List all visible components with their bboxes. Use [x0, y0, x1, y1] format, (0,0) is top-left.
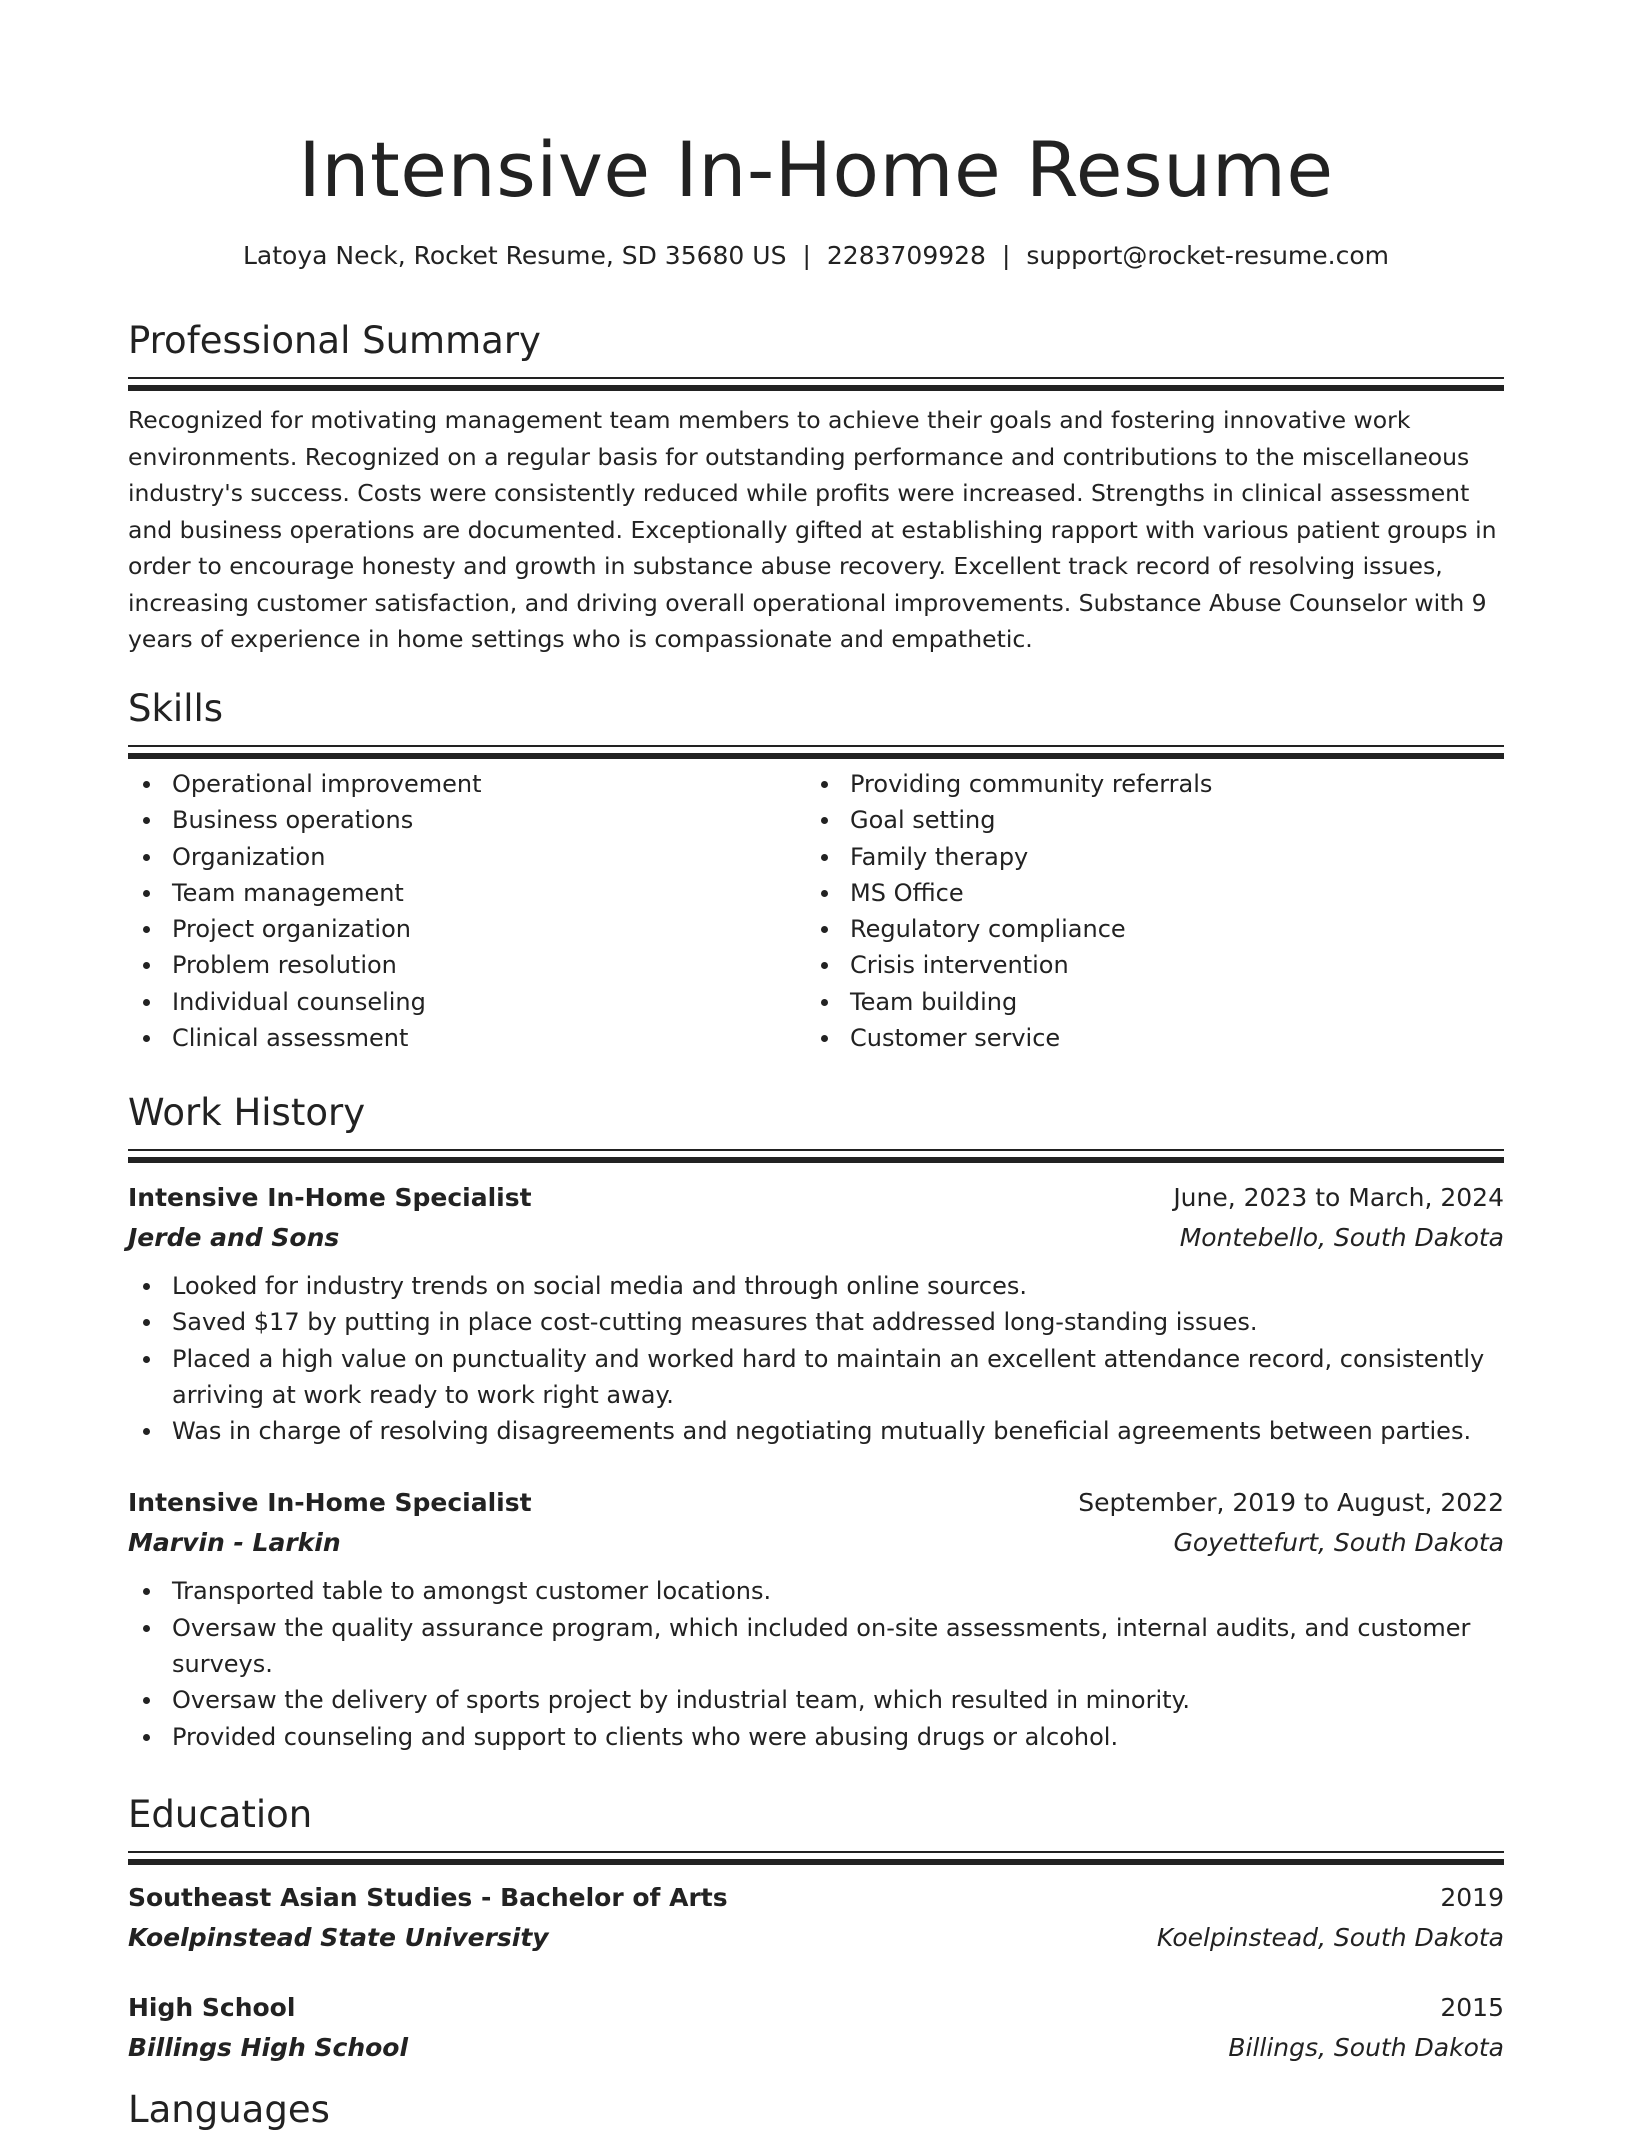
job-company: Jerde and Sons: [128, 1223, 340, 1252]
job-location: Goyettefurt, South Dakota: [1173, 1528, 1504, 1558]
contact-separator: |: [802, 241, 811, 270]
education-year: 2015: [1440, 1993, 1504, 2022]
contact-separator: |: [1001, 241, 1011, 270]
job-dates: September, 2019 to August, 2022: [1078, 1488, 1504, 1518]
summary-heading: Professional Summary: [128, 319, 541, 362]
job-bullet: Placed a high value on punctuality and worked hard to maintain an excellent attendance record, consistently arriving at work ready to work right away.: [128, 1341, 1504, 1414]
skill-item: MS Office: [806, 875, 1484, 911]
section-divider: [128, 1149, 1504, 1164]
skill-item: Project organization: [128, 911, 806, 947]
job-bullet: Oversaw the quality assurance program, which included on-site assessments, internal audits, and customer surveys.: [128, 1610, 1504, 1683]
education-location: Billings, South Dakota: [1228, 2033, 1504, 2062]
job-bullet: Saved $17 by putting in place cost-cutting measures that addressed long-standing issues.: [128, 1304, 1504, 1340]
job-entry: [128, 1178, 1504, 1449]
job-title: Intensive In-Home Specialist: [128, 1488, 532, 1518]
job-dates: June, 2023 to March, 2024: [1173, 1183, 1504, 1212]
skills-columns: [128, 766, 1504, 1056]
job-bullets: [128, 1573, 1504, 1754]
education-degree: Southeast Asian Studies - Bachelor of Arts: [128, 1883, 728, 1912]
summary-text: Recognized for motivating management team members to achieve their goals and fostering innovative work environments. Recognized on a regular basis for outstanding performance and contributions to the miscellaneous industry's success. Costs were consistently reduced while profits were increased. Strengths in clinical assessment and business operations are documented. Exceptionally gifted at establishing rapport with various patient groups in order to encourage honesty and growth in substance abuse recovery. Excellent track record of resolving issues, increasing customer satisfaction, and driving overall operational improvements. Substance Abuse Counselor with 9 years of experience in home settings who is compassionate and empathetic.: [128, 406, 1497, 653]
job-bullet: Was in charge of resolving disagreements and negotiating mutually beneficial agreements between parties.: [128, 1413, 1504, 1449]
job-bullets: [128, 1268, 1504, 1449]
education-entry: [128, 1988, 1504, 2068]
job-header: [128, 1483, 1504, 1523]
skill-item: Organization: [128, 839, 806, 875]
job-subheader: [128, 1218, 1504, 1258]
education-header: [128, 1878, 1504, 1918]
skills-right-list: [806, 766, 1484, 1056]
section-divider: [128, 1851, 1504, 1866]
contact-line: [128, 238, 1504, 274]
work-history-section: [128, 1089, 1504, 1755]
education-degree: High School: [128, 1993, 296, 2022]
job-bullet: Provided counseling and support to clients who were abusing drugs or alcohol.: [128, 1719, 1504, 1755]
languages-heading: Languages: [128, 2088, 330, 2131]
job-entry: [128, 1483, 1504, 1754]
skill-item: Regulatory compliance: [806, 911, 1484, 947]
education-school: Koelpinstead State University: [128, 1923, 549, 1952]
skill-item: Team management: [128, 875, 806, 911]
job-company: Marvin - Larkin: [128, 1528, 341, 1558]
section-divider: [128, 377, 1504, 392]
section-divider: [128, 745, 1504, 760]
skill-item: Clinical assessment: [128, 1020, 806, 1056]
skill-item: Crisis intervention: [806, 947, 1484, 983]
education-year: 2019: [1440, 1883, 1504, 1912]
skills-heading: Skills: [128, 687, 224, 730]
job-bullet: Looked for industry trends on social media and through online sources.: [128, 1268, 1504, 1304]
skill-item: Operational improvement: [128, 766, 806, 802]
skills-section: [128, 685, 1504, 1056]
education-school: Billings High School: [128, 2033, 409, 2062]
job-location: Montebello, South Dakota: [1179, 1223, 1504, 1252]
contact-address: Latoya Neck, Rocket Resume, SD 35680 US: [243, 241, 787, 270]
education-heading: Education: [128, 1793, 313, 1836]
job-bullet: Transported table to amongst customer locations.: [128, 1573, 1504, 1609]
education-entry: [128, 1878, 1504, 1958]
education-header: [128, 1988, 1504, 2028]
skill-item: Team building: [806, 984, 1484, 1020]
education-subheader: [128, 2028, 1504, 2068]
skill-item: Customer service: [806, 1020, 1484, 1056]
skill-item: Family therapy: [806, 839, 1484, 875]
education-subheader: [128, 1918, 1504, 1958]
education-location: Koelpinstead, South Dakota: [1156, 1923, 1504, 1952]
contact-email: support@rocket-resume.com: [1026, 241, 1389, 270]
job-subheader: [128, 1523, 1504, 1563]
contact-phone: 2283709928: [826, 241, 986, 270]
education-section: [128, 1791, 1504, 2068]
job-title: Intensive In-Home Specialist: [128, 1183, 532, 1212]
skill-item: Providing community referrals: [806, 766, 1484, 802]
summary-section: [128, 317, 1504, 658]
skills-left-list: [128, 766, 806, 1056]
job-header: [128, 1178, 1504, 1218]
skill-item: Problem resolution: [128, 947, 806, 983]
job-bullet: Oversaw the delivery of sports project by industrial team, which resulted in minority.: [128, 1682, 1504, 1718]
skill-item: Business operations: [128, 802, 806, 838]
skill-item: Individual counseling: [128, 984, 806, 1020]
work-history-heading: Work History: [128, 1091, 366, 1134]
resume-title: Intensive In-Home Resume: [298, 125, 1334, 214]
skill-item: Goal setting: [806, 802, 1484, 838]
